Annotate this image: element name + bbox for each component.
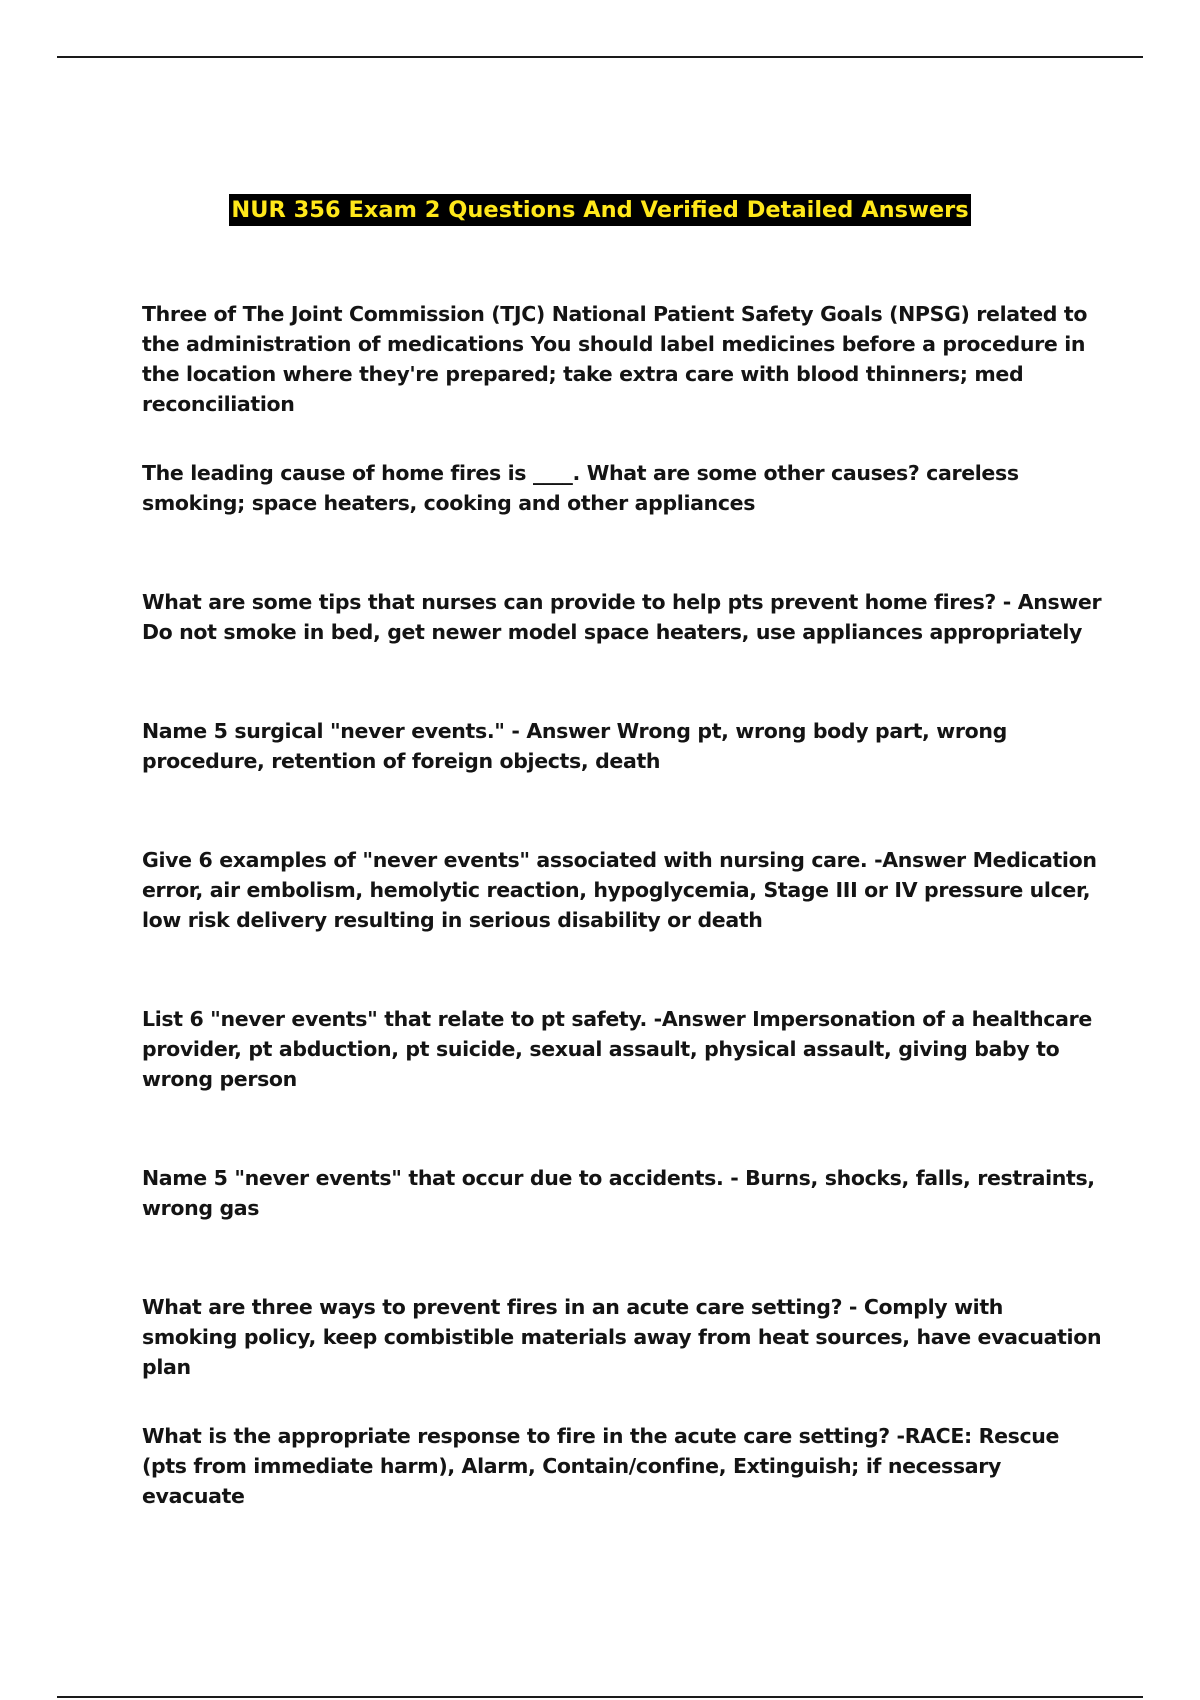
qa-item-2: The leading cause of home fires is ____. What are some other causes? careless smoking; space heaters, cooking and other appliances (142, 461, 1019, 515)
qa-item-4: Name 5 surgical "never events." - Answer Wrong pt, wrong body part, wrong procedure, retention of foreign objects, death (142, 719, 1007, 773)
qa-item-7: Name 5 "never events" that occur due to accidents. - Burns, shocks, falls, restraints, wrong gas (142, 1166, 1095, 1220)
document-title: NUR 356 Exam 2 Questions And Verified Detailed Answers (229, 194, 970, 226)
top-rule (57, 56, 1143, 58)
title-container (0, 194, 1200, 226)
qa-item-1: Three of The Joint Commission (TJC) National Patient Safety Goals (NPSG) related to the administration of medications You should label medicines before a procedure in the location where they're prepared; take extra care with blood thinners; med reconciliation (142, 302, 1088, 416)
bottom-rule (57, 1696, 1143, 1698)
qa-item-8: What are three ways to prevent fires in an acute care setting? - Comply with smoking policy, keep combistible materials away from heat sources, have evacuation plan (142, 1295, 1102, 1379)
qa-item-3: What are some tips that nurses can provide to help pts prevent home fires? - Answer Do not smoke in bed, get newer model space heaters, use appliances appropriately (142, 590, 1102, 644)
qa-item-5: Give 6 examples of "never events" associated with nursing care. -Answer Medication error, air embolism, hemolytic reaction, hypoglycemia, Stage III or IV pressure ulcer, low risk delivery resulting in serious disability or death (142, 848, 1097, 932)
qa-item-6: List 6 "never events" that relate to pt safety. -Answer Impersonation of a healthcare provider, pt abduction, pt suicide, sexual assault, physical assault, giving baby to wrong person (142, 1007, 1092, 1091)
qa-item-9: What is the appropriate response to fire in the acute care setting? -RACE: Rescue (pts from immediate harm), Alarm, Contain/confine, Extinguish; if necessary evacuate (142, 1424, 1060, 1508)
